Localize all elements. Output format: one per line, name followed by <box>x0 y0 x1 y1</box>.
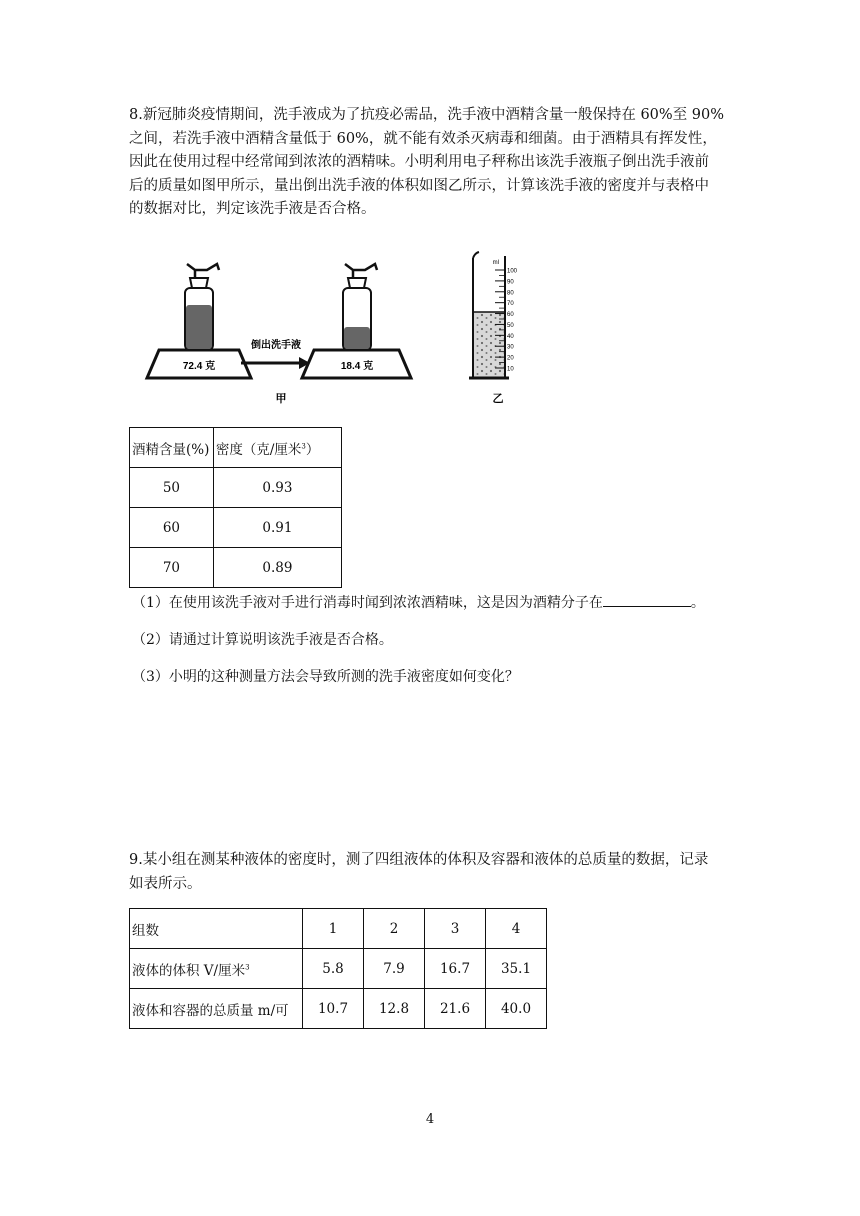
text-line: 因此在使用过程中经常闻到浓浓的酒精味。小明利用电子秤称出该洗手液瓶子倒出洗手液前 <box>129 154 709 170</box>
table-cell: 60 <box>130 508 214 548</box>
cylinder-tick-label: 50 <box>507 322 514 329</box>
graduated-cylinder <box>469 252 518 378</box>
table-row <box>130 508 342 548</box>
table-row-label: 液体的体积 V/厘米$^3$ <box>130 949 303 989</box>
answer-blank[interactable] <box>603 592 691 607</box>
table-cell: 2 <box>364 909 425 949</box>
cylinder-unit: ml <box>492 260 499 266</box>
table-header-cell: 密度（克/厘米$^3$） <box>213 428 341 468</box>
table-cell: 3 <box>425 909 486 949</box>
table-cell: 70 <box>130 548 214 588</box>
sub-question-3: （3）小明的这种测量方法会导致所测的洗手液密度如何变化？ <box>132 669 519 685</box>
table-row <box>130 909 547 949</box>
text-line: 如表所示。 <box>129 875 202 892</box>
table-cell: 50 <box>130 468 214 508</box>
cylinder-tick-label: 70 <box>507 301 514 308</box>
alcohol-density-table <box>129 427 342 588</box>
table-row <box>130 548 342 588</box>
text-line: 后的质量如图甲所示，量出倒出洗手液的体积如图乙所示，计算该洗手液的密度并与表格中 <box>129 177 709 194</box>
text-line: 9.某小组在测某种液体的密度时，测了四组液体的体积及容器和液体的总质量的数据，记录 <box>129 852 709 868</box>
table-cell: 35.1 <box>486 949 547 989</box>
cylinder-tick-label: 100 <box>507 268 518 275</box>
table-cell: 12.8 <box>364 989 425 1029</box>
scale-before <box>147 264 251 378</box>
scale-after-reading: 18.4 克 <box>340 361 374 372</box>
cylinder-tick-label: 10 <box>507 366 514 373</box>
figure-label-jia: 甲 <box>275 392 287 405</box>
table-cell: 16.7 <box>425 949 486 989</box>
text-line: 8.新冠肺炎疫情期间，洗手液成为了抗疫必需品，洗手液中酒精含量一般保持在 60%至 90% <box>129 107 725 123</box>
page-number: 4 <box>425 1112 435 1127</box>
table-row <box>130 989 547 1029</box>
table-row <box>130 468 342 508</box>
text-line: 的数据对比，判定该洗手液是否合格。 <box>129 201 376 217</box>
table-header-cell: 酒精含量(%) <box>130 428 214 468</box>
table-cell: 0.89 <box>213 548 341 588</box>
table-cell: 0.93 <box>213 468 341 508</box>
table-row-label: 组数 <box>130 909 303 949</box>
text-line: 之间，若洗手液中酒精含量低于 60%，就不能有效杀灭病毒和细菌。由于酒精具有挥发性， <box>129 130 717 147</box>
scale-after <box>302 264 411 378</box>
cylinder-tick-label: 30 <box>507 344 514 351</box>
table-cell: 4 <box>486 909 547 949</box>
table-header-row <box>130 428 342 468</box>
bottle-full-icon <box>185 264 219 350</box>
table-cell: 5.8 <box>303 949 364 989</box>
figure-label-yi: 乙 <box>492 392 504 405</box>
cylinder-tick-label: 90 <box>507 279 514 286</box>
question-9-text <box>129 849 733 896</box>
cylinder-tick-label: 40 <box>507 333 514 340</box>
table-cell: 1 <box>303 909 364 949</box>
table-cell: 7.9 <box>364 949 425 989</box>
table-cell: 40.0 <box>486 989 547 1029</box>
sub-question-1: （1）在使用该洗手液对手进行消毒时闻到浓浓酒精味，这是因为酒精分子在 。 <box>132 592 705 612</box>
table-cell: 21.6 <box>425 989 486 1029</box>
figure-scales-and-cylinder <box>129 250 549 410</box>
cylinder-tick-label: 60 <box>507 312 514 319</box>
scale-before-reading: 72.4 克 <box>182 361 216 372</box>
liquid-measurement-table <box>129 908 547 1029</box>
arrow-label: 倒出洗手液 <box>251 340 301 351</box>
table-cell: 10.7 <box>303 989 364 1029</box>
question-8-text <box>129 104 733 222</box>
table-row-label: 液体和容器的总质量 m/可 <box>130 989 303 1029</box>
cylinder-tick-label: 80 <box>507 290 514 297</box>
table-cell: 0.91 <box>213 508 341 548</box>
table-row <box>130 949 547 989</box>
bottle-partial-icon <box>343 264 377 350</box>
sub-question-2: （2）请通过计算说明该洗手液是否合格。 <box>132 632 393 648</box>
cylinder-tick-label: 20 <box>507 355 514 362</box>
pour-arrow <box>241 338 310 369</box>
